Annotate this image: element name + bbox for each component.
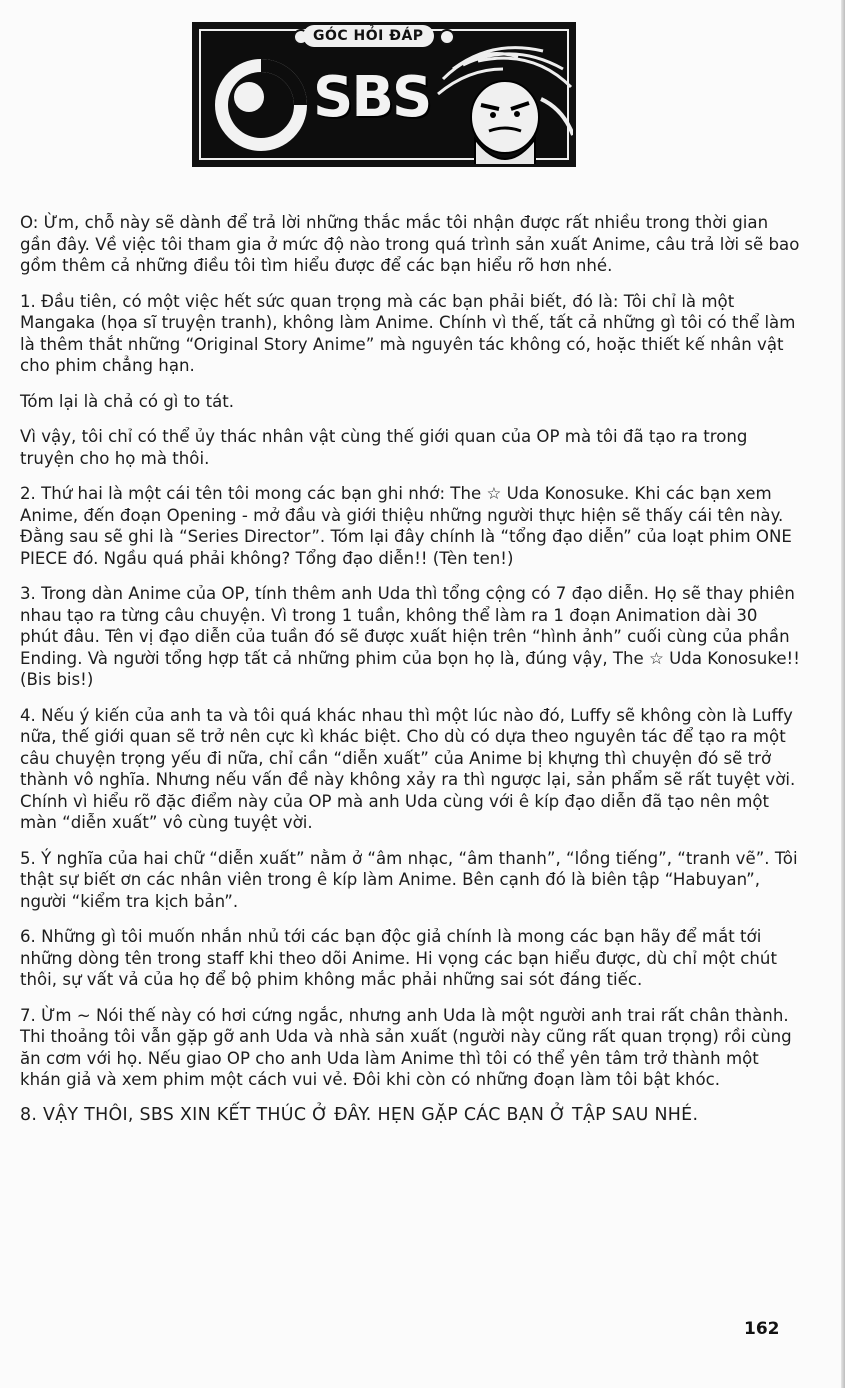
answer-paragraph-1: 1. Đầu tiên, có một việc hết sức quan trọng mà các bạn phải biết, đó là: Tôi chỉ là một Mangaka (họa sĩ truyện tranh), không làm Anime. Chính vì thế, tất cả những gì tôi có thể làm là thêm thắt những “Original Story Anime” mà nguyên tác không có, hoặc thiết kế nhân vật cho phim chẳng hạn.	[20, 291, 796, 375]
summary-paragraph: Tóm lại là chả có gì to tát.	[20, 391, 235, 411]
page-number: 162	[744, 1319, 780, 1339]
scan-edge	[841, 0, 845, 1388]
answer-paragraph-4: 4. Nếu ý kiến của anh ta và tôi quá khác nhau thì một lúc nào đó, Luffy sẽ không còn là Luffy nữa, thế giới quan sẽ trở nên cực kì khác biệt. Cho dù có dựa theo nguyên tác để tạo ra một câu chuyện trọng yếu đi nữa, chỉ cần “diễn xuất” của Anime bị khựng thì chuyện đó sẽ trở thành vô nghĩa. Nhưng nếu vấn đề này không xảy ra thì ngược lại, sản phẩm sẽ rất tuyệt vời. Chính vì hiểu rõ đặc điểm này của OP mà anh Uda cùng với ê kíp đạo diễn đã tạo nên một màn “diễn xuất” vô cùng tuyệt vời.	[20, 705, 796, 832]
answer-paragraph-6: 6. Những gì tôi muốn nhắn nhủ tới các bạn độc giả chính là mong các bạn hãy để mắt tới những dòng tên trong staff khi theo dõi Anime. Hi vọng các bạn hiểu được, dù chỉ một chút thôi, sự vất vả của họ để bộ phim không mắc phải những sai sót đáng tiếc.	[20, 927, 777, 989]
entrust-paragraph: Vì vậy, tôi chỉ có thể ủy thác nhân vật cùng thế giới quan của OP mà tôi đã tạo ra trong truyện cho họ mà thôi.	[20, 427, 748, 468]
sbs-header-banner	[192, 22, 576, 167]
character-illustration-icon	[423, 39, 573, 167]
sbs-logo-text: SBS	[313, 65, 431, 130]
closing-paragraph: 8. VẬY THÔI, SBS XIN KẾT THÚC Ở ĐÂY. HẸN GẶP CÁC BẠN Ở TẬP SAU NHÉ.	[20, 1104, 699, 1125]
answer-paragraph-5: 5. Ý nghĩa của hai chữ “diễn xuất” nằm ở “âm nhạc, “âm thanh”, “lồng tiếng”, “tranh vẽ”. Tôi thật sự biết ơn các nhân viên trong ê kíp làm Anime. Bên cạnh đó là biên tập “Habuyan”, người “kiểm tra kịch bản”.	[20, 848, 798, 911]
sbs-circle-logo-icon	[211, 55, 311, 155]
answer-paragraph-2: 2. Thứ hai là một cái tên tôi mong các bạn ghi nhớ: The ☆ Uda Konosuke. Khi các bạn xem Anime, đến đoạn Opening - mở đầu và giới thiệu những người thực hiện sẽ thấy cái tên này. Đằng sau sẽ ghi là “Series Director”. Tóm lại đây chính là “tổng đạo diễn” của loạt phim ONE PIECE đó. Ngầu quá phải không? Tổng đạo diễn!! (Tèn ten!)	[20, 484, 792, 568]
intro-paragraph: O: Ừm, chỗ này sẽ dành để trả lời những thắc mắc tôi nhận được rất nhiều trong thời gian gần đây. Về việc tôi tham gia ở mức độ nào trong quá trình sản xuất Anime, câu trả lời sẽ bao gồm thêm cả những điều tôi tìm hiểu được để các bạn hiểu rõ hơn nhé.	[20, 213, 800, 275]
answer-paragraph-3: 3. Trong dàn Anime của OP, tính thêm anh Uda thì tổng cộng có 7 đạo diễn. Họ sẽ thay phiên nhau tạo ra từng câu chuyện. Vì trong 1 tuần, không thể làm ra 1 đoạn Animation dài 30 phút đâu. Tên vị đạo diễn của tuần đó sẽ được xuất hiện trên “hình ảnh” cuối cùng của phần Ending. Và người tổng hợp tất cả những phim của bọn họ là, đúng vậy, The ☆ Uda Konosuke!! (Bis bis!)	[20, 584, 800, 689]
banner-label: GÓC HỎI ĐÁP	[303, 25, 434, 47]
answer-paragraph-7: 7. Ừm ~ Nói thế này có hơi cứng ngắc, nhưng anh Uda là một người anh trai rất chân thành. Thi thoảng tôi vẫn gặp gỡ anh Uda và nhà sản xuất (người này cũng rất quan trọng) rồi cùng ăn cơm với họ. Nếu giao OP cho anh Uda làm Anime thì tôi có thể yên tâm trở thành một khán giả và xem phim một cách vui vẻ. Đôi khi còn có những đoạn làm tôi bật khóc.	[20, 1005, 792, 1089]
sbs-article	[20, 212, 800, 1140]
